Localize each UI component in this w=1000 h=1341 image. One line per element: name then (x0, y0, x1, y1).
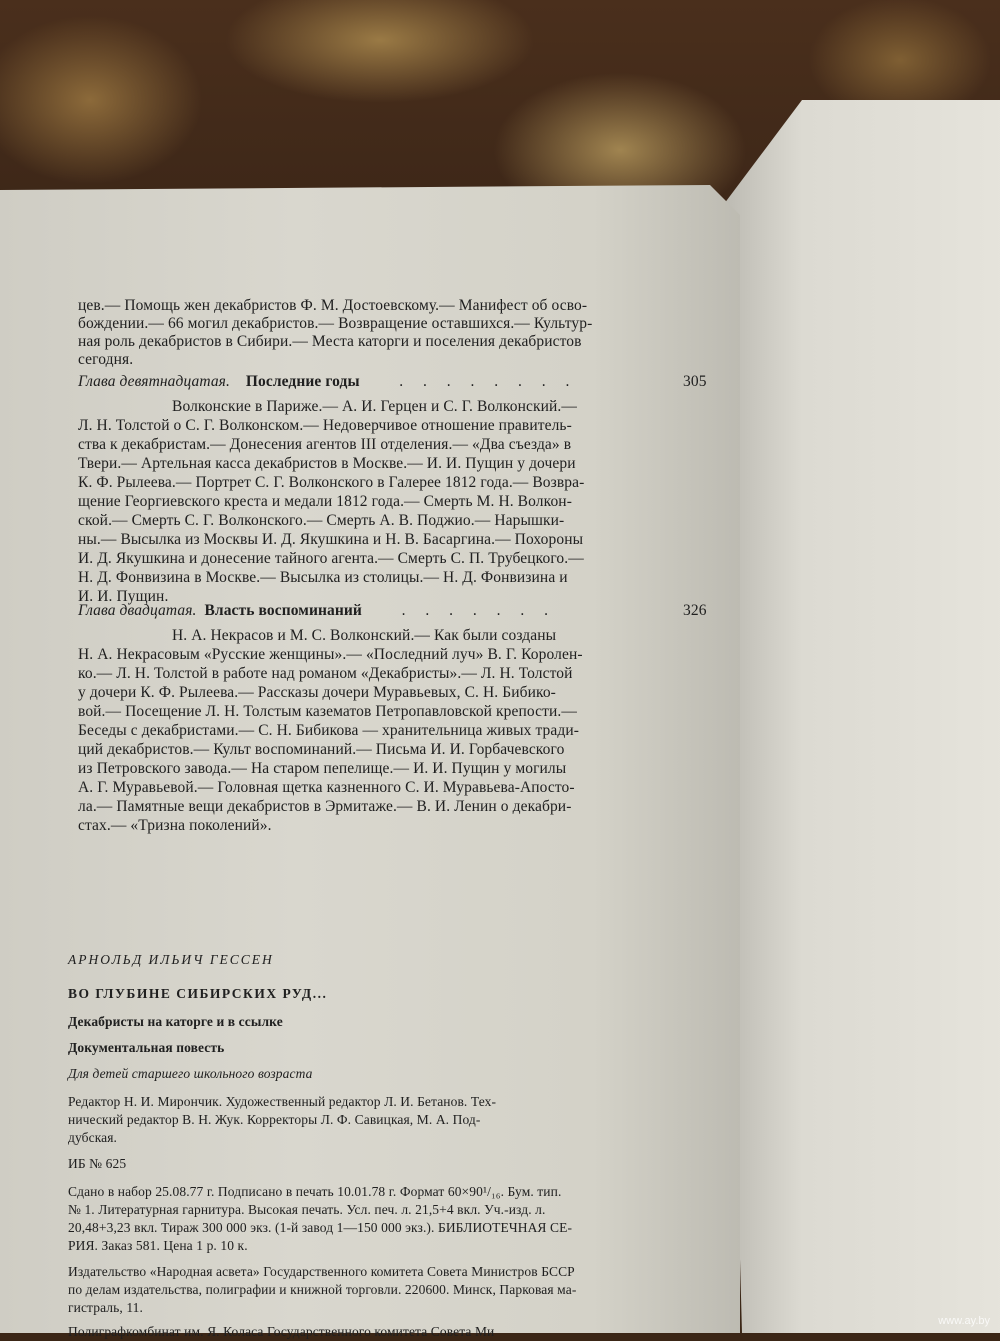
toc-line: ны.— Высылка из Москвы И. Д. Якушкина и Н. В. Басаргина.— Похороны (78, 531, 584, 548)
book-title: ВО ГЛУБИНЕ СИБИРСКИХ РУД... (68, 986, 328, 1001)
toc-line: у дочери К. Ф. Рылеева.— Рассказы дочери Муравьевых, С. Н. Бибико- (78, 684, 556, 701)
toc-line: А. Г. Муравьевой.— Головная щетка казненного С. И. Муравьева-Апосто- (78, 779, 575, 796)
chapter-label: Глава девятнадцатая. (78, 373, 230, 390)
editors-line: дубская. (68, 1130, 118, 1145)
publisher-line: по делам издательства, полиграфии и книжной торговли. 220600. Минск, Парковая ма- (68, 1282, 577, 1297)
toc-line: ской.— Смерть С. Г. Волконского.— Смерть А. В. Поджио.— Нарышки- (78, 512, 565, 529)
book-subtitle: Декабристы на каторге и в ссылке (68, 1014, 283, 1029)
toc-line: К. Ф. Рылеева.— Портрет С. Г. Волконского в Галерее 1812 года.— Возвра- (78, 474, 585, 491)
print-info-line: 20,48+3,23 вкл. Тираж 300 000 экз. (1-й завод 1—150 000 экз.). БИБЛИОТЕЧНАЯ СЕ- (68, 1220, 573, 1235)
watermark: www.ay.by (938, 1315, 990, 1327)
toc-line: вой.— Посещение Л. Н. Толстым казематов Петропавловской крепости.— (78, 703, 577, 720)
toc-line: Твери.— Артельная касса декабристов в Москве.— И. И. Пущин у дочери (78, 455, 576, 472)
toc-line: И. Д. Якушкина и донесение тайного агента.— Смерть С. П. Трубецкого.— (78, 550, 584, 567)
toc-line: Н. Д. Фонвизина в Москве.— Высылка из столицы.— Н. Д. Фонвизина и (78, 569, 568, 586)
print-info-line: Сдано в набор 25.08.77 г. Подписано в печать 10.01.78 г. Формат 60×90¹/₁₆. Бум. тип. (68, 1184, 562, 1199)
right-page (712, 100, 1000, 1333)
print-info-line: № 1. Литературная гарнитура. Высокая печать. Усл. печ. л. 21,5+4 вкл. Уч.-изд. л. (68, 1202, 546, 1217)
toc-line: ко.— Л. Н. Толстой в работе над романом «Декабристы».— Л. Н. Толстой (78, 665, 573, 682)
toc-line: ства к декабристам.— Донесения агентов III отделения.— «Два съезда» в (78, 436, 572, 453)
ib-number: ИБ № 625 (68, 1156, 127, 1171)
chapter-heading-19: Глава девятнадцатая. Последние годы . . . . . . . . (78, 373, 578, 390)
toc-line: Беседы с декабристами.— С. Н. Бибикова — хранительница живых тради- (78, 722, 579, 739)
print-info-line: РИЯ. Заказ 581. Цена 1 р. 10 к. (68, 1238, 248, 1253)
toc-line: щение Георгиевского креста и медали 1812 года.— Смерть М. Н. Волкон- (78, 493, 572, 510)
publisher-line: Издательство «Народная асвета» Государственного комитета Совета Министров БССР (68, 1264, 575, 1279)
audience: Для детей старшего школьного возраста (68, 1066, 313, 1081)
publisher-line: гистраль, 11. (68, 1300, 143, 1315)
toc-line: бождении.— 66 могил декабристов.— Возвращение оставшихся.— Культур- (78, 315, 593, 332)
editors-line: Редактор Н. И. Мирончик. Художественный редактор Л. И. Бетанов. Тех- (68, 1094, 497, 1109)
chapter-title: Последние годы (245, 373, 360, 390)
editors-line: нический редактор В. Н. Жук. Корректоры Л. Ф. Савицкая, М. А. Под- (68, 1112, 481, 1127)
toc-line: ций декабристов.— Культ воспоминаний.— Письма И. И. Горбачевского (78, 741, 565, 758)
toc-line: Н. А. Некрасов и М. С. Волконский.— Как были созданы (172, 627, 557, 644)
toc-line: из Петровского завода.— На старом пепелище.— И. И. Пущин у могилы (78, 760, 567, 777)
toc-line: Л. Н. Толстой о С. Г. Волконском.— Недоверчивое отношение правитель- (78, 417, 572, 434)
chapter-title: Власть воспоминаний (204, 602, 362, 619)
toc-line: стах.— «Тризна поколений». (78, 817, 272, 834)
author-name: АРНОЛЬД ИЛЬИЧ ГЕССЕН (68, 952, 274, 967)
toc-line: ла.— Памятные вещи декабристов в Эрмитаже.— В. И. Ленин о декабри- (78, 798, 572, 815)
chapter-page-number: 326 (683, 602, 707, 619)
printer-line: Полиграфкомбинат им. Я. Коласа Государственного комитета Совета Ми (68, 1324, 495, 1339)
book-genre: Документальная повесть (68, 1040, 225, 1055)
chapter-page-number: 305 (683, 373, 707, 390)
toc-line: Волконские в Париже.— А. И. Герцен и С. Г. Волконский.— (172, 398, 577, 415)
toc-line: ная роль декабристов в Сибири.— Места каторги и поселения декабристов (78, 333, 582, 350)
chapter-heading-20: Глава двадцатая. Власть воспоминаний . . . . . . . (78, 602, 556, 619)
toc-line: И. И. Пущин. (78, 588, 169, 605)
toc-line: сегодня. (78, 351, 134, 368)
toc-line: цев.— Помощь жен декабристов Ф. М. Достоевскому.— Манифест об осво- (78, 297, 588, 314)
toc-line: Н. А. Некрасовым «Русские женщины».— «Последний луч» В. Г. Королен- (78, 646, 583, 663)
chapter-label: Глава двадцатая. (78, 602, 197, 619)
